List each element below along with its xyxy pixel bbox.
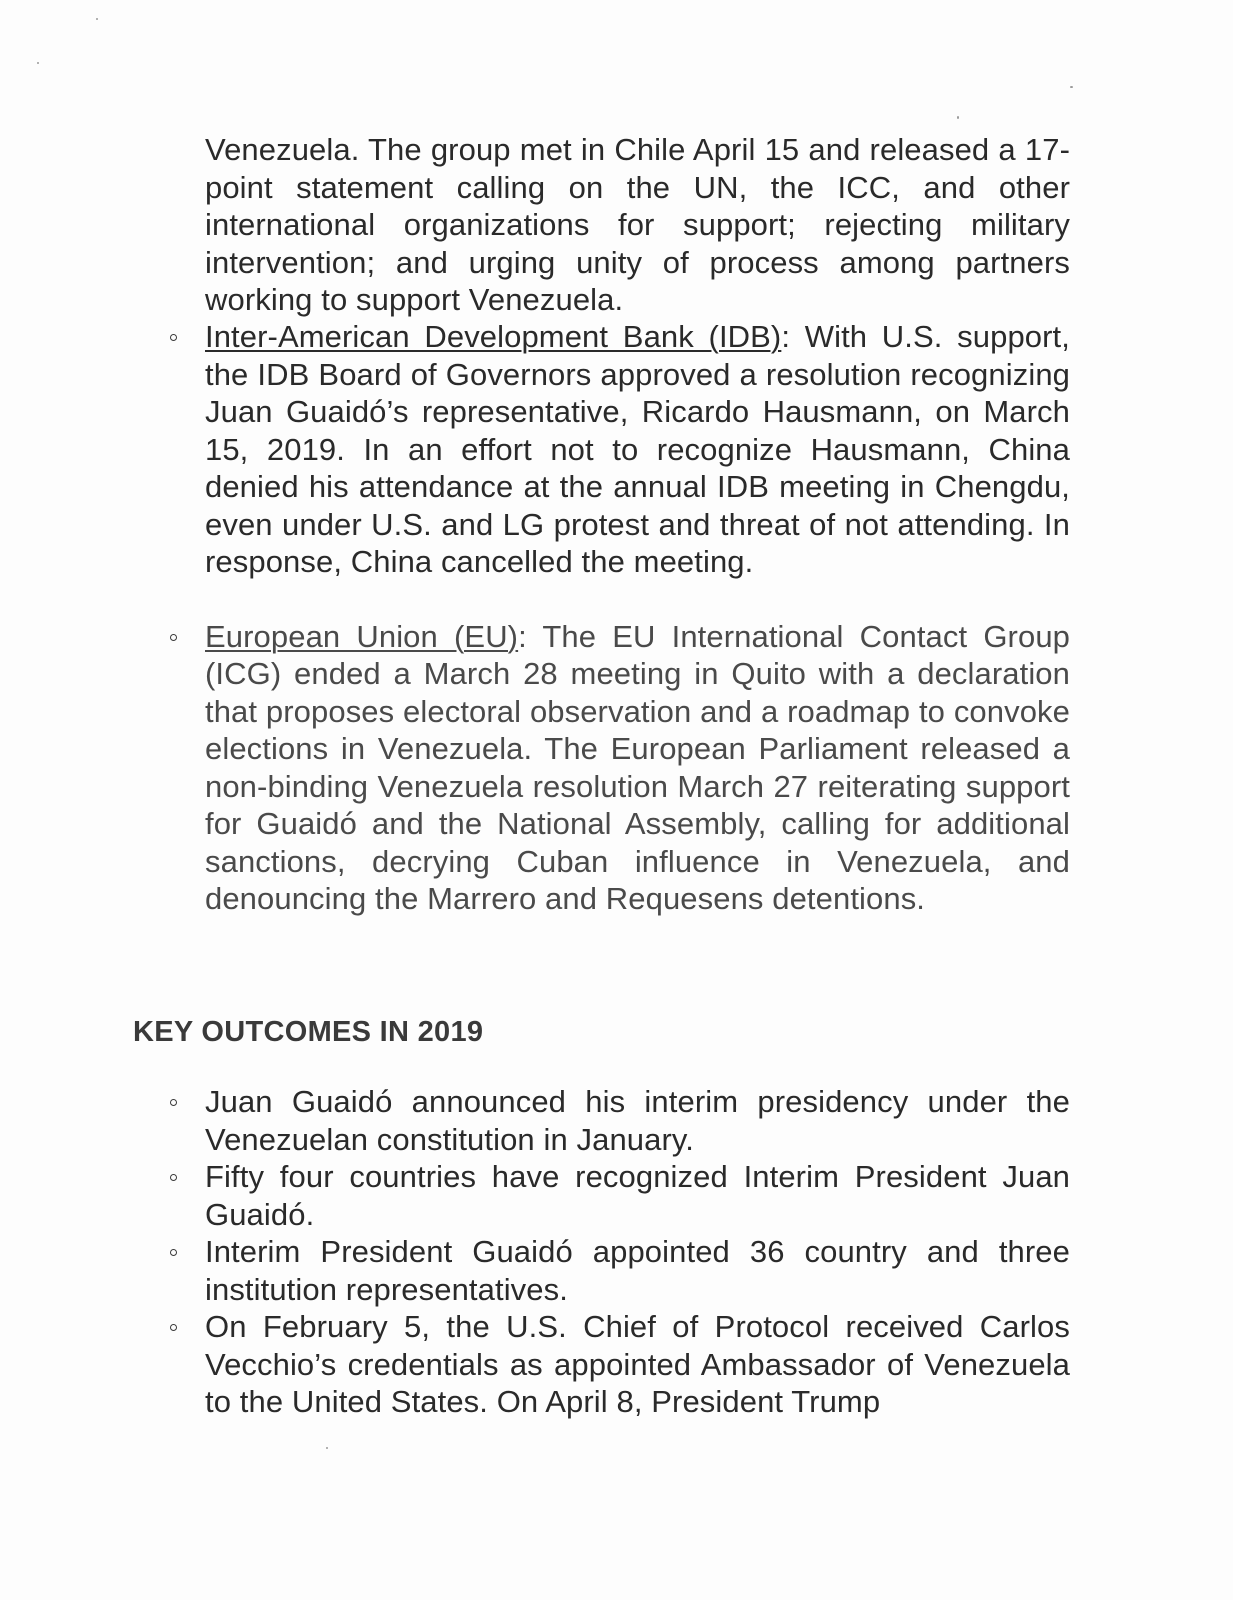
scan-speck: [957, 116, 959, 119]
bullet-icon: [170, 1099, 177, 1106]
item-text: : With U.S. support, the IDB Board of Governors approved a resolution recognizing Juan Guaidó’s representative, Ricardo Hausmann, on March 15, 2019. In an effort not to recognize Hausmann, China denied his attendance at the annual IDB meeting in Chengdu, even under U.S. and LG protest and threat of not attending. In response, China cancelled the meeting.: [205, 319, 1070, 579]
item-label: European Union (EU): [205, 618, 519, 654]
scan-speck: [326, 1447, 328, 1449]
item-text: : The EU International Contact Group (ICG) ended a March 28 meeting in Quito with a declaration that proposes electoral observation and a roadmap to convoke elections in Venezuela. The European Parliament released a non-binding Venezuela resolution March 27 reiterating support for Guaidó and the National Assembly, calling for additional sanctions, decrying Cuban influence in Venezuela, and denouncing the Marrero and Requesens detentions.: [205, 618, 1070, 916]
list-item: [0, 1233, 1070, 1308]
item-text: Interim President Guaidó appointed 36 country and three institution representatives.: [205, 1234, 1070, 1307]
item-text: On February 5, the U.S. Chief of Protocol received Carlos Vecchio’s credentials as appointed Ambassador of Venezuela to the United States. On April 8, President Trump: [205, 1309, 1070, 1419]
section1-list: [0, 318, 1233, 918]
bullet-icon: [170, 1249, 177, 1256]
item-text: Fifty four countries have recognized Interim President Juan Guaidó.: [205, 1159, 1070, 1232]
list-item-eu: [0, 618, 1070, 918]
bullet-icon: [170, 634, 177, 641]
list-item: [0, 1308, 1070, 1421]
list-item-idb: [0, 318, 1070, 581]
key-outcomes-list: [0, 1083, 1233, 1421]
item-text: Juan Guaidó announced his interim presidency under the Venezuelan constitution in January.: [205, 1084, 1070, 1157]
scan-speck: [1070, 86, 1073, 88]
scan-speck: [96, 18, 98, 20]
bullet-icon: [170, 1174, 177, 1181]
bullet-icon: [170, 1324, 177, 1331]
section-heading: KEY OUTCOMES IN 2019: [133, 1016, 484, 1048]
item-label: Inter-American Development Bank (IDB): [205, 319, 782, 354]
scan-speck: [37, 62, 39, 64]
list-item: [0, 1083, 1070, 1158]
bullet-icon: [170, 334, 177, 341]
intro-paragraph: Venezuela. The group met in Chile April 15 and released a 17-point statement calling on the UN, the ICC, and other international organizations for support; rejecting military intervention; and urging unity of process among partners working to support Venezuela.: [205, 132, 1070, 317]
list-item: [0, 1158, 1070, 1233]
